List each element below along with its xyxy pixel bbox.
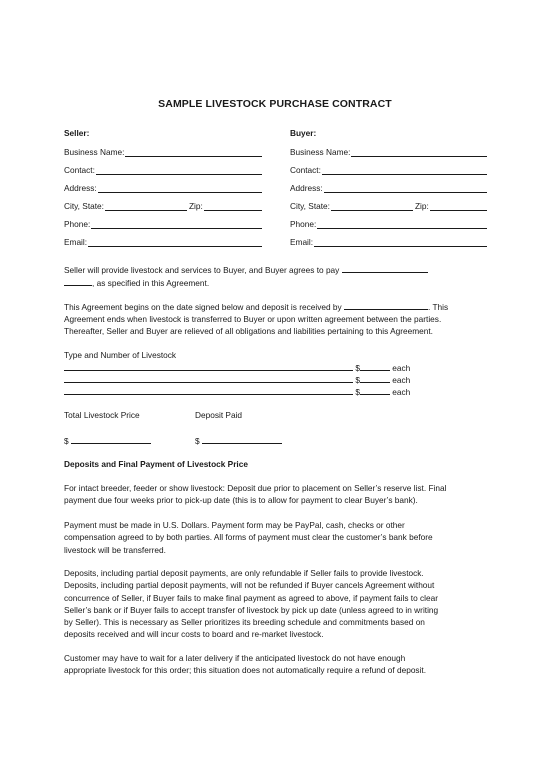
buyer-city-state-label: City, State:	[290, 201, 330, 211]
buyer-contact-label: Contact:	[290, 165, 321, 175]
total-price-blank[interactable]	[71, 435, 151, 444]
paragraph-line: livestock will be transferred.	[64, 544, 166, 555]
each-label: each	[392, 375, 411, 385]
total-price-field	[64, 435, 151, 446]
buyer-email-label: Email:	[290, 237, 314, 247]
agreement-line-3: Thereafter, Seller and Buyer are relieved of all obligations and liabilities pertaining to this Agreement.	[64, 326, 433, 336]
paragraph-line: concurrence of Seller, if Buyer fails to make final payment as agreed to above, if payment fails to clear	[64, 592, 439, 603]
deposit-paid-field	[195, 435, 282, 446]
buyer-address-blank[interactable]	[324, 183, 487, 193]
paragraph-line: payment due four weeks prior to pick-up date (this is to allow for payment to clear Buyer’s bank).	[64, 495, 418, 506]
seller-address-field[interactable]	[64, 181, 262, 193]
seller-email-label: Email:	[64, 237, 88, 247]
buyer-business-name-field[interactable]	[290, 145, 487, 157]
seller-contact-label: Contact:	[64, 165, 95, 175]
buyer-email-field[interactable]	[290, 235, 487, 247]
buyer-business-name-label: Business Name:	[290, 147, 351, 157]
paragraph-line: Deposits, including partial deposit payments, are only refundable if Seller fails to provide livestock.	[64, 568, 424, 578]
buyer-phone-field[interactable]	[290, 217, 487, 229]
livestock-heading: Type and Number of Livestock	[64, 350, 177, 360]
seller-phone-label: Phone:	[64, 219, 91, 229]
seller-heading: Seller:	[64, 128, 90, 138]
livestock-price-blank[interactable]	[360, 362, 390, 371]
livestock-row	[64, 374, 410, 385]
seller-business-name-blank[interactable]	[125, 147, 262, 157]
seller-email-field[interactable]	[64, 235, 262, 247]
dollar-sign: $	[64, 436, 69, 446]
paragraph-line: compensation agreed to by both parties. All forms of payment must clear the customer’s bank before	[64, 532, 433, 543]
buyer-phone-blank[interactable]	[317, 219, 487, 229]
buyer-email-blank[interactable]	[314, 237, 487, 247]
paragraph-line: by Seller). This is necessary as Seller prioritizes its breeding schedule and commitments based on	[64, 617, 425, 628]
paragraph-line: deposits received and will incur costs to board and re-market livestock.	[64, 629, 324, 640]
seller-address-blank[interactable]	[98, 183, 262, 193]
paragraph-line: Seller’s bank or if Buyer fails to accept transfer of livestock by pick up date (unless agreed to in writing	[64, 604, 439, 615]
deposit-paid-blank[interactable]	[202, 435, 282, 444]
buyer-city-state-blank[interactable]	[331, 201, 413, 211]
intro-text-2: , as specified in this Agreement.	[92, 278, 210, 288]
paragraph-later-delivery	[64, 652, 492, 677]
seller-zip-blank[interactable]	[204, 201, 262, 211]
agreement-line-2: Agreement ends when livestock is transferred to Buyer or upon written agreement between the parties.	[64, 314, 442, 324]
livestock-type-blank[interactable]	[64, 386, 353, 395]
each-label: each	[392, 387, 411, 397]
agreement-line-1	[64, 301, 448, 312]
dollar-sign: $	[355, 363, 360, 373]
buyer-city-state-zip-field[interactable]	[290, 199, 487, 211]
buyer-heading: Buyer:	[290, 128, 317, 138]
buyer-contact-field[interactable]	[290, 163, 487, 175]
paragraph-line: Customer may have to wait for a later delivery if the anticipated livestock do not have enough	[64, 653, 406, 663]
livestock-price-blank[interactable]	[360, 386, 390, 395]
deposit-date-blank[interactable]	[344, 301, 428, 310]
document-title: SAMPLE LIVESTOCK PURCHASE CONTRACT	[158, 98, 392, 110]
paragraph-refund-policy	[64, 567, 492, 641]
buyer-phone-label: Phone:	[290, 219, 317, 229]
buyer-address-label: Address:	[290, 183, 323, 193]
livestock-type-blank[interactable]	[64, 374, 353, 383]
agreement-text-1a: This Agreement begins on the date signed below and deposit is received by	[64, 302, 342, 312]
agreement-text-1b: . This	[427, 302, 449, 312]
payment-amount-blank[interactable]	[342, 264, 428, 273]
seller-phone-blank[interactable]	[91, 219, 262, 229]
seller-city-state-label: City, State:	[64, 201, 104, 211]
intro-line-2	[64, 277, 209, 288]
paragraph-intact-livestock	[64, 482, 492, 507]
livestock-row	[64, 362, 410, 373]
dollar-sign: $	[355, 387, 360, 397]
seller-business-name-field[interactable]	[64, 145, 262, 157]
paragraph-line: Payment must be made in U.S. Dollars. Payment form may be PayPal, cash, checks or other	[64, 520, 405, 530]
livestock-type-blank[interactable]	[64, 362, 353, 371]
intro-text: Seller will provide livestock and services to Buyer, and Buyer agrees to pay	[64, 265, 340, 275]
deposits-heading: Deposits and Final Payment of Livestock Price	[64, 459, 248, 469]
dollar-sign: $	[355, 375, 360, 385]
buyer-contact-blank[interactable]	[322, 165, 487, 175]
payment-amount-blank-continued[interactable]	[64, 277, 92, 286]
livestock-row	[64, 386, 410, 397]
total-price-label: Total Livestock Price	[64, 410, 140, 420]
seller-contact-blank[interactable]	[96, 165, 262, 175]
buyer-business-name-blank[interactable]	[351, 147, 487, 157]
paragraph-payment-form	[64, 519, 492, 556]
seller-address-label: Address:	[64, 183, 97, 193]
seller-phone-field[interactable]	[64, 217, 262, 229]
livestock-price-blank[interactable]	[360, 374, 390, 383]
paragraph-line: Deposits, including partial deposit payments, will not be refunded if Buyer cancels Agreement without	[64, 580, 435, 591]
intro-line-1	[64, 264, 428, 275]
seller-business-name-label: Business Name:	[64, 147, 125, 157]
seller-city-state-blank[interactable]	[105, 201, 187, 211]
buyer-address-field[interactable]	[290, 181, 487, 193]
dollar-sign: $	[195, 436, 200, 446]
deposit-paid-label: Deposit Paid	[195, 410, 243, 420]
seller-zip-label: Zip:	[188, 201, 203, 211]
each-label: each	[392, 363, 411, 373]
buyer-zip-blank[interactable]	[430, 201, 487, 211]
paragraph-line: For intact breeder, feeder or show livestock: Deposit due prior to placement on Seller’s reserve list. Final	[64, 483, 447, 493]
seller-email-blank[interactable]	[88, 237, 262, 247]
paragraph-line: appropriate livestock for this order; this situation does not automatically require a refund of deposit.	[64, 665, 427, 676]
buyer-zip-label: Zip:	[414, 201, 429, 211]
seller-city-state-zip-field[interactable]	[64, 199, 262, 211]
seller-contact-field[interactable]	[64, 163, 262, 175]
